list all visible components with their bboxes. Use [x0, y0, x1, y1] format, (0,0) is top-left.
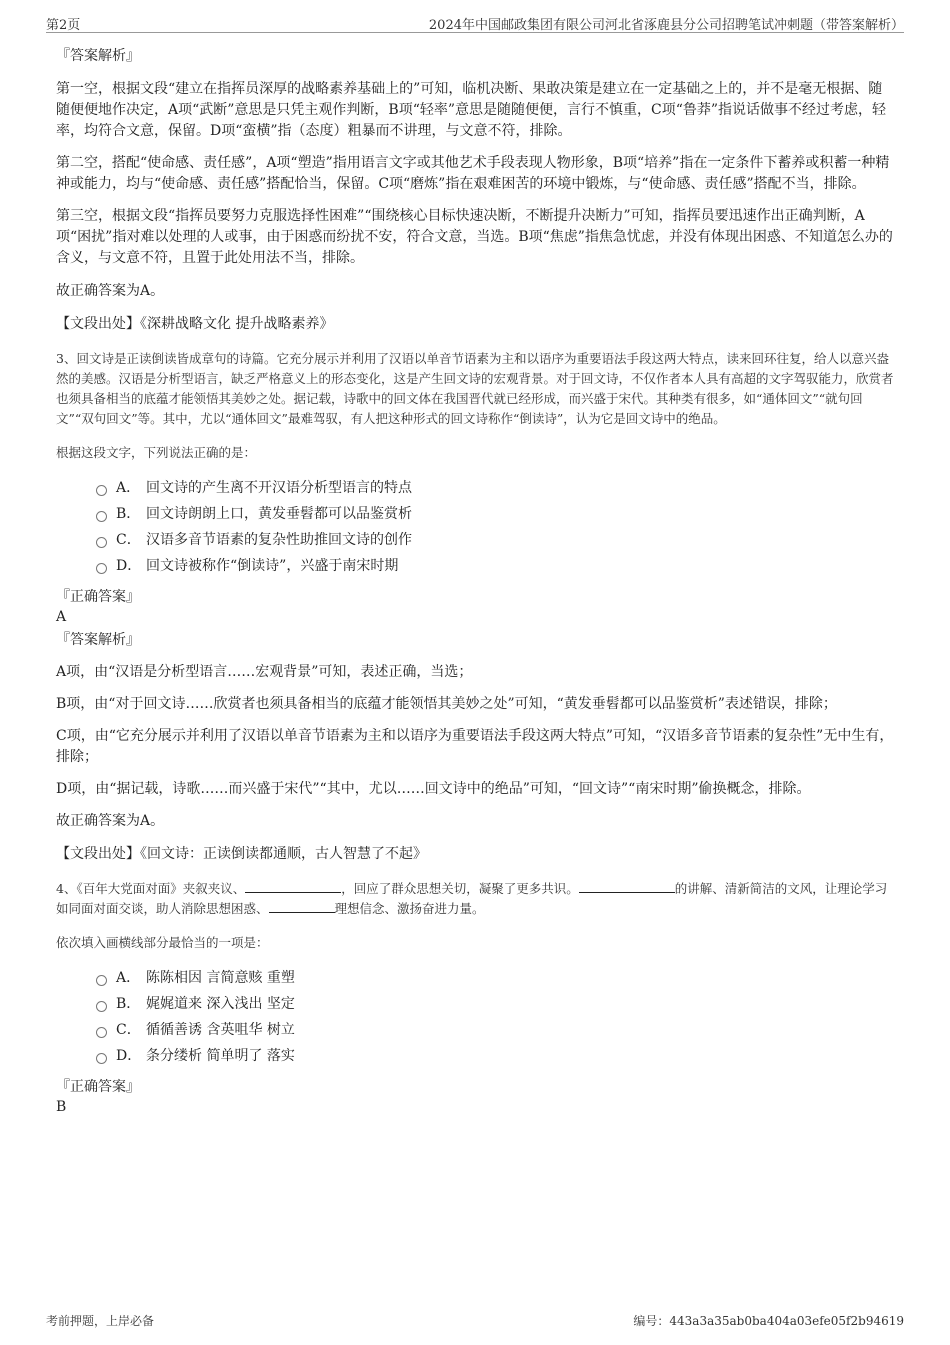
q4-stem-part1: 4、《百年大党面对面》夹叙夹议、 [56, 881, 246, 896]
option-letter: A． [116, 970, 141, 986]
q3-conclusion: 故正确答案为A。 [56, 813, 165, 829]
q3-prompt: 根据这段文字，下列说法正确的是： [56, 445, 257, 460]
option-text: 娓娓道来 深入浅出 坚定 [146, 996, 295, 1012]
option-text: 条分缕析 简单明了 落实 [146, 1048, 295, 1064]
option-letter: B． [116, 506, 141, 522]
q3-analysis-label: 『答案解析』 [56, 632, 140, 648]
q2-analysis-para3: 第三空，根据文段“指挥员要努力克服选择性困难”“围绕核心目标快速决断，不断提升决断力”可知，指挥员要迅速作出正确判断，A项“困扰”指对难以处理的人或事，由于困惑而纷扰不安，符合文意，当选。B项“焦虑”指焦急忧虑，并没有体现出困惑、不知道怎么办的含义，与文意不符，且置于此处用法不当，排除。 [56, 208, 893, 266]
q3-options [96, 475, 896, 579]
page-header [46, 12, 904, 33]
q3-analysis-c: C项，由“它充分展示并利用了汉语以单音节语素为主和以语序为重要语法手段这两大特点”可知，“汉语多音节语素的复杂性”无中生有，排除； [56, 728, 894, 765]
q2-analysis-para2: 第二空，搭配“使命感、责任感”，A项“塑造”指用语言文字或其他艺术手段表现人物形象，B项“培养”指在一定条件下蓄养或积蓄一种精神或能力，均与“使命感、责任感”搭配恰当，保留。C项“磨炼”指在艰难困苦的环境中锻炼，与“使命感、责任感”搭配不当，排除。 [56, 155, 890, 192]
q4-stem [56, 879, 896, 919]
option-text: 汉语多音节语素的复杂性助推回文诗的创作 [146, 532, 412, 548]
radio-icon[interactable] [96, 485, 107, 496]
q4-prompt: 依次填入画横线部分最恰当的一项是： [56, 935, 269, 950]
q4-option-a[interactable] [96, 965, 896, 991]
document-content [56, 46, 896, 1117]
q4-stem-part2: ，回应了群众思想关切，凝聚了更多共识。 [341, 881, 579, 896]
q3-analysis-b: B项，由“对于回文诗……欣赏者也须具备相当的底蕴才能领悟其美妙之处”可知，“黄发垂髫都可以品鉴赏析”表述错误，排除； [56, 696, 837, 712]
q4-stem-part3: 的讲解、清新简洁的文风，让理论学习如同面对面交谈，助人消除思想困惑、 [56, 881, 888, 916]
fill-blank-2 [579, 880, 675, 893]
option-text: 循循善诱 含英咀华 树立 [146, 1022, 295, 1038]
fill-blank-3 [269, 900, 335, 913]
page-number: 第2页 [46, 18, 81, 33]
option-letter: D． [116, 1048, 142, 1064]
document-title: 2024年中国邮政集团有限公司河北省涿鹿县分公司招聘笔试冲刺题（带答案解析） [428, 18, 904, 33]
q4-stem-part4: 理想信念、激扬奋进力量。 [334, 901, 485, 916]
q3-answer-label: 『正确答案』 [56, 589, 140, 605]
q4-option-d[interactable] [96, 1043, 896, 1069]
q4-option-b[interactable] [96, 991, 896, 1017]
q2-analysis-label: 『答案解析』 [56, 48, 140, 64]
q4-option-c[interactable] [96, 1017, 896, 1043]
q3-option-c[interactable] [96, 527, 896, 553]
fill-blank-1 [245, 880, 341, 893]
q2-source: 【文段出处】《深耕战略文化 提升战略素养》 [56, 316, 334, 332]
radio-icon[interactable] [96, 537, 107, 548]
q4-answer: B [56, 1099, 67, 1115]
radio-icon[interactable] [96, 975, 107, 986]
footer-serial: 编号：443a3a35ab0ba404a03efe05f2b94619 [633, 1314, 904, 1328]
radio-icon[interactable] [96, 1027, 107, 1038]
q3-source: 【文段出处】《回文诗：正读倒读都通顺，古人智慧了不起》 [56, 846, 427, 862]
q4-options [96, 965, 896, 1069]
q2-analysis-para1: 第一空，根据文段“建立在指挥员深厚的战略素养基础上的”可知，临机决断、果敢决策是建立在一定基础之上的，并不是毫无根据、随随便便地作决定，A项“武断”意思是只凭主观作判断，B项“轻率”意思是随随便便，言行不慎重，C项“鲁莽”指说话做事不经过考虑，轻率，均符合文意，保留。D项“蛮横”指（态度）粗暴而不讲理，与文意不符，排除。 [56, 81, 887, 139]
page-footer [46, 1312, 904, 1330]
q3-option-b[interactable] [96, 501, 896, 527]
option-text: 回文诗的产生离不开汉语分析型语言的特点 [146, 480, 412, 496]
q3-answer: A [56, 609, 67, 625]
option-letter: D． [116, 558, 142, 574]
radio-icon[interactable] [96, 1001, 107, 1012]
q3-option-d[interactable] [96, 553, 896, 579]
radio-icon[interactable] [96, 563, 107, 574]
option-text: 陈陈相因 言简意赅 重塑 [146, 970, 295, 986]
q3-analysis-a: A项，由“汉语是分析型语言……宏观背景”可知，表述正确，当选； [56, 664, 473, 680]
q2-conclusion: 故正确答案为A。 [56, 283, 165, 299]
radio-icon[interactable] [96, 511, 107, 522]
option-text: 回文诗朗朗上口，黄发垂髫都可以品鉴赏析 [146, 506, 412, 522]
q3-stem: 3、回文诗是正读倒读皆成章句的诗篇。它充分展示并利用了汉语以单音节语素为主和以语序为重要语法手段这两大特点，读来回环往复，给人以意兴盎然的美感。汉语是分析型语言，缺乏严格意义上的形态变化，这是产生回文诗的宏观背景。对于回文诗，不仅作者本人具有高超的文字驾驭能力，欣赏者也须具备相当的底蕴才能领悟其美妙之处。据记载，诗歌中的回文体在我国晋代就已经形成，而兴盛于宋代。其种类有很多，如“通体回文”“就句回文”“双句回文”等。其中，尤以“通体回文”最难驾驭，有人把这种形式的回文诗称作“倒读诗”，认为它是回文诗中的绝品。 [56, 351, 894, 426]
option-letter: B． [116, 996, 141, 1012]
footer-slogan: 考前押题，上岸必备 [46, 1314, 155, 1328]
q4-answer-label: 『正确答案』 [56, 1079, 140, 1095]
radio-icon[interactable] [96, 1053, 107, 1064]
option-letter: C． [116, 532, 141, 548]
q3-option-a[interactable] [96, 475, 896, 501]
q3-analysis-d: D项，由“据记载，诗歌……而兴盛于宋代”“其中，尤以……回文诗中的绝品”可知，“回文诗”“南宋时期”偷换概念，排除。 [56, 781, 811, 797]
option-letter: C． [116, 1022, 141, 1038]
option-text: 回文诗被称作“倒读诗”，兴盛于南宋时期 [146, 558, 399, 574]
option-letter: A． [116, 480, 141, 496]
